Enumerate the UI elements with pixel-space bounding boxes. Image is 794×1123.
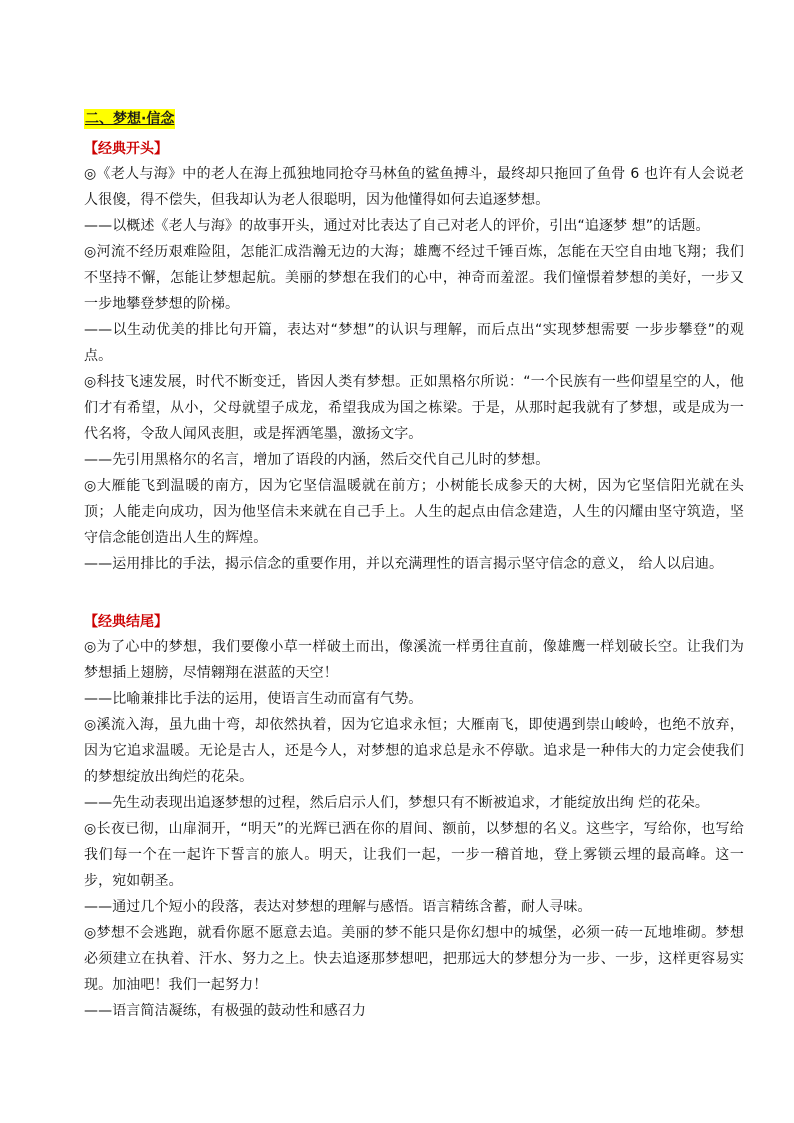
ending-comment: ——比喻兼排比手法的运用，使语言生动而富有气势。	[84, 691, 423, 707]
section-title: 二、梦想·信念	[85, 111, 175, 127]
ending-paragraph: ◎长夜已彻，山扉洞开，“明天”的光辉已洒在你的眉间、额前，以梦想的名义。这些字，写给你，也写给我们每一个在一起许下誓言的旅人。明天，让我们一起，一步一稽首地，登上雾锁云埋的最高峰。这一步，宛如朝圣。	[84, 821, 744, 889]
section-heading-wrap	[84, 108, 744, 132]
opening-paragraph: ◎大雁能飞到温暖的南方，因为它坚信温暖就在前方；小树能长成参天的大树，因为它坚信阳光就在头顶；人能走向成功，因为他坚信未来就在自己手上。人生的起点由信念建造，人生的闪耀由坚守筑造，坚守信念能创造出人生的辉煌。	[84, 478, 744, 546]
ending-paragraph: ◎为了心中的梦想，我们要像小草一样破土而出，像溪流一样勇往直前，像雄鹰一样划破长空。让我们为梦想插上翅膀，尽情翱翔在湛蓝的天空！	[84, 639, 744, 681]
opening-comment: ——以概述《老人与海》的故事开头，通过对比表达了自己对老人的评价，引出“追逐梦 想”的话题。	[84, 218, 710, 234]
ending-comment: ——通过几个短小的段落，表达对梦想的理解与感悟。语言精练含蓄，耐人寻味。	[84, 899, 592, 915]
opening-comment: ——运用排比的手法，揭示信念的重要作用，并以充满理性的语言揭示坚守信念的意义， 给人以启迪。	[84, 556, 724, 572]
opening-label: 【经典开头】	[84, 141, 168, 157]
opening-paragraph: ◎河流不经历艰难险阻，怎能汇成浩瀚无边的大海；雄鹰不经过千锤百炼，怎能在天空自由地飞翔；我们不坚持不懈，怎能让梦想起航。美丽的梦想在我们的心中，神奇而羞涩。我们憧憬着梦想的美好，一步又一步地攀登梦想的阶梯。	[84, 244, 744, 312]
section-gap	[84, 577, 744, 605]
opening-comment: ——先引用黑格尔的名言，增加了语段的内涵，然后交代自己儿时的梦想。	[84, 452, 550, 468]
opening-comment: ——以生动优美的排比句开篇，表达对“梦想”的认识与理解，而后点出“实现梦想需要 一步步攀登”的观点。	[84, 322, 744, 364]
ending-comment: ——先生动表现出追逐梦想的过程，然后启示人们，梦想只有不断被追求，才能绽放出绚 烂的花朵。	[84, 795, 709, 811]
ending-paragraph: ◎溪流入海，虽九曲十弯，却依然执着，因为它追求永恒；大雁南飞，即使遇到崇山峻岭，也绝不放弃，因为它追求温暖。无论是古人，还是今人，对梦想的追求总是永不停歇。追求是一种伟大的力定会使我们的梦想绽放出绚烂的花朵。	[84, 717, 744, 785]
document-content	[84, 108, 744, 1024]
ending-label: 【经典结尾】	[84, 614, 168, 630]
ending-paragraph: ◎梦想不会逃跑，就看你愿不愿意去追。美丽的梦不能只是你幻想中的城堡，必须一砖一瓦地堆砌。梦想必须建立在执着、汗水、努力之上。快去追逐那梦想吧，把那远大的梦想分为一步、一步，这样更容易实现。加油吧！我们一起努力！	[84, 925, 744, 993]
opening-paragraph: ◎《老人与海》中的老人在海上孤独地同抢夺马林鱼的鲨鱼搏斗，最终却只拖回了鱼骨 6 也许有人会说老人很傻，得不偿失，但我却认为老人很聪明，因为他懂得如何去追逐梦想。	[84, 166, 744, 208]
opening-paragraph: ◎科技飞速发展，时代不断变迁，皆因人类有梦想。正如黑格尔所说：“一个民族有一些仰望星空的人，他们才有希望，从小，父母就望子成龙，希望我成为国之栋梁。于是，从那时起我就有了梦想，或是成为一代名将，令敌人闻风丧胆，或是挥洒笔墨，激扬文字。	[84, 374, 744, 442]
ending-comment: ——语言简洁凝练，有极强的鼓动性和感召力	[84, 1003, 366, 1019]
